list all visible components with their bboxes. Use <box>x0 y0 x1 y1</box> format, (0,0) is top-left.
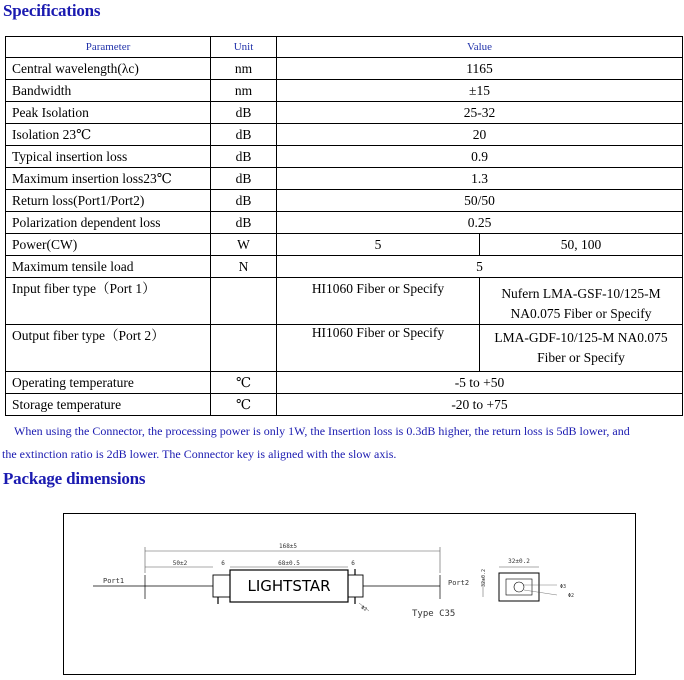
param-cell: Maximum insertion loss23℃ <box>6 168 211 190</box>
brand-label: LIGHTSTAR <box>247 577 331 595</box>
package-drawing <box>63 513 636 675</box>
param-cell: Isolation 23℃ <box>6 124 211 146</box>
table-row <box>6 102 683 124</box>
connector-note-line1: When using the Connector, the processing power is only 1W, the Insertion loss is 0.3dB higher, the return loss is 5dB lower, and <box>14 424 630 438</box>
table-row <box>6 278 683 325</box>
value-cell: 20 <box>277 124 683 146</box>
param-cell: Polarization dependent loss <box>6 212 211 234</box>
package-dimensions-heading: Package dimensions <box>3 469 146 488</box>
unit-cell: ℃ <box>211 372 277 394</box>
param-cell: Input fiber type（Port 1） <box>6 278 211 325</box>
header-value: Value <box>277 37 683 58</box>
unit-cell: N <box>211 256 277 278</box>
param-cell: Peak Isolation <box>6 102 211 124</box>
unit-cell: dB <box>211 168 277 190</box>
value-cell: -20 to +75 <box>277 394 683 416</box>
unit-cell <box>211 325 277 372</box>
value-cell: HI1060 Fiber or Specify <box>277 278 480 325</box>
end-view-body <box>499 573 539 601</box>
value-cell <box>480 325 683 372</box>
table-row <box>6 256 683 278</box>
value-cell: 25-32 <box>277 102 683 124</box>
unit-cell: dB <box>211 146 277 168</box>
value-cell: 1165 <box>277 58 683 80</box>
port1-label: Port1 <box>103 577 125 585</box>
dim-total-label: 168±5 <box>278 543 298 550</box>
value-cell: HI1060 Fiber or Specify <box>277 325 480 372</box>
value-cell: 0.9 <box>277 146 683 168</box>
table-row <box>6 80 683 102</box>
value-cell <box>480 278 683 325</box>
table-row <box>6 124 683 146</box>
table-row <box>6 168 683 190</box>
value-line: Nufern LMA-GSF-10/125-M <box>501 286 661 301</box>
boot-left <box>213 575 230 597</box>
table-row <box>6 234 683 256</box>
table-row <box>6 394 683 416</box>
dim-6-label: 6 <box>221 560 225 567</box>
value-cell: ±15 <box>277 80 683 102</box>
unit-cell: W <box>211 234 277 256</box>
param-cell: Central wavelength(λc) <box>6 58 211 80</box>
unit-cell <box>211 278 277 325</box>
table-row <box>6 58 683 80</box>
end-view-fiber <box>514 582 524 592</box>
dim-phi-label: Φ3 <box>560 584 567 590</box>
value-cell: 50, 100 <box>480 234 683 256</box>
end-view-inner <box>506 579 532 595</box>
port2-label: Port2 <box>448 579 470 587</box>
dim-height-label: 32±0.2 <box>481 568 487 587</box>
unit-cell: dB <box>211 102 277 124</box>
param-cell: Return loss(Port1/Port2) <box>6 190 211 212</box>
dim-width-label: 32±0.2 <box>508 558 530 565</box>
value-cell: 5 <box>277 256 683 278</box>
param-cell: Storage temperature <box>6 394 211 416</box>
dim-body-label: 68±0.5 <box>278 560 300 567</box>
dim-phi-label: Φ2 <box>359 604 368 613</box>
dim-6-label: 6 <box>351 560 355 567</box>
value-cell: -5 to +50 <box>277 372 683 394</box>
type-label: Type C35 <box>412 609 456 619</box>
table-row <box>6 212 683 234</box>
param-cell: Power(CW) <box>6 234 211 256</box>
table-row <box>6 325 683 372</box>
table-row <box>6 372 683 394</box>
value-cell: 0.25 <box>277 212 683 234</box>
value-line: LMA-GDF-10/125-M NA0.075 <box>494 330 668 345</box>
specifications-table <box>5 36 683 416</box>
value-cell: 5 <box>277 234 480 256</box>
boot-right <box>348 575 363 597</box>
table-row <box>6 146 683 168</box>
unit-cell: ℃ <box>211 394 277 416</box>
dim-fiber-label: 50±2 <box>172 560 188 567</box>
header-parameter: Parameter <box>6 37 211 58</box>
table-row <box>6 190 683 212</box>
param-cell: Operating temperature <box>6 372 211 394</box>
param-cell: Typical insertion loss <box>6 146 211 168</box>
leader-line <box>524 590 557 595</box>
param-cell: Maximum tensile load <box>6 256 211 278</box>
connector-note-line2: the extinction ratio is 2dB lower. The Connector key is aligned with the slow axis. <box>2 447 397 461</box>
dim-phi-label: Φ2 <box>568 593 575 599</box>
param-cell: Bandwidth <box>6 80 211 102</box>
unit-cell: dB <box>211 190 277 212</box>
table-header-row <box>6 37 683 58</box>
value-line: Fiber or Specify <box>537 350 625 365</box>
unit-cell: dB <box>211 212 277 234</box>
specifications-heading: Specifications <box>3 1 101 20</box>
value-cell: 50/50 <box>277 190 683 212</box>
value-line: NA0.075 Fiber or Specify <box>510 306 652 321</box>
unit-cell: nm <box>211 80 277 102</box>
unit-cell: nm <box>211 58 277 80</box>
unit-cell: dB <box>211 124 277 146</box>
header-unit: Unit <box>211 37 277 58</box>
value-cell: 1.3 <box>277 168 683 190</box>
param-cell: Output fiber type（Port 2） <box>6 325 211 372</box>
